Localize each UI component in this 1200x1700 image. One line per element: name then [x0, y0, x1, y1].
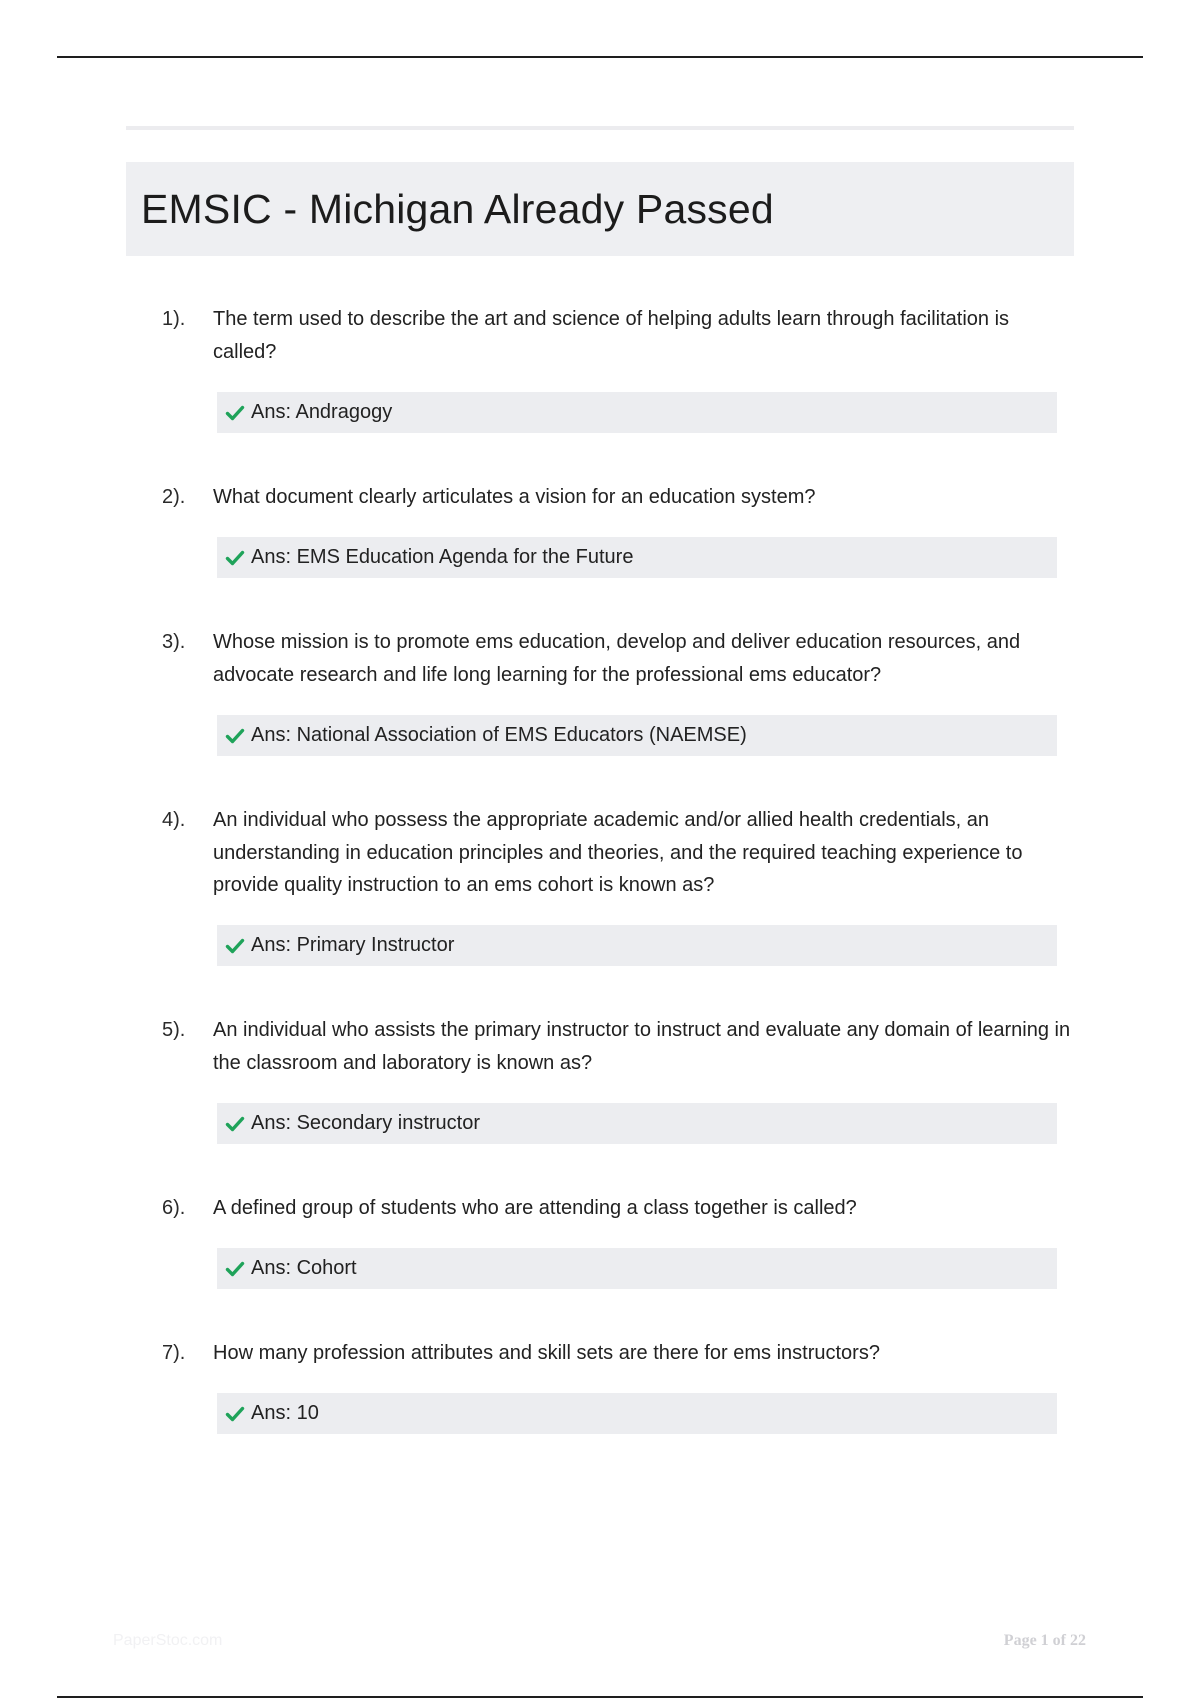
question-text: An individual who possess the appropriate academic and/or allied health credentials, an understanding in education principles and theories, and the required teaching experience to provide quality instruction to an ems cohort is known as? — [213, 809, 1023, 896]
checkmark-icon — [225, 936, 245, 956]
bottom-rule — [57, 1696, 1143, 1698]
checkmark-icon — [225, 1114, 245, 1134]
answer-text: Ans: Cohort — [251, 1257, 357, 1279]
title-banner — [126, 162, 1074, 256]
answer-box — [217, 1248, 1057, 1289]
top-rule — [57, 56, 1143, 58]
checkmark-icon — [225, 726, 245, 746]
answer-text: Ans: Primary Instructor — [251, 934, 455, 956]
question-text: A defined group of students who are attending a class together is called? — [213, 1197, 857, 1219]
answer-box — [217, 715, 1057, 756]
answer-text: Ans: 10 — [251, 1402, 319, 1424]
question-number: 4). — [162, 809, 186, 831]
question-text: An individual who assists the primary instructor to instruct and evaluate any domain of learning in the classroom and laboratory is known as? — [213, 1019, 1071, 1074]
question-text: The term used to describe the art and science of helping adults learn through facilitation is called? — [213, 308, 1010, 363]
checkmark-icon — [225, 403, 245, 423]
answer-text: Ans: National Association of EMS Educators (NAEMSE) — [251, 724, 747, 746]
question-number: 6). — [162, 1197, 186, 1219]
question-number: 2). — [162, 486, 186, 508]
checkmark-icon — [225, 548, 245, 568]
header-divider — [126, 126, 1074, 130]
question-number: 1). — [162, 308, 186, 330]
question-number: 3). — [162, 631, 186, 653]
question-number: 7). — [162, 1342, 186, 1364]
answer-box — [217, 1103, 1057, 1144]
checkmark-icon — [225, 1259, 245, 1279]
answer-text: Ans: Andragogy — [251, 401, 393, 423]
answer-text: Ans: EMS Education Agenda for the Future — [251, 546, 634, 568]
checkmark-icon — [225, 1404, 245, 1424]
question-text: Whose mission is to promote ems education, develop and deliver education resources, and advocate research and life long learning for the professional ems educator? — [213, 631, 1021, 686]
question-text: How many profession attributes and skill sets are there for ems instructors? — [213, 1342, 880, 1364]
answer-box — [217, 392, 1057, 433]
page-title: EMSIC - Michigan Already Passed — [141, 185, 774, 232]
answer-box — [217, 537, 1057, 578]
answer-box — [217, 1393, 1057, 1434]
watermark-text: PaperStoc.com — [113, 1632, 223, 1649]
answer-box — [217, 925, 1057, 966]
answer-text: Ans: Secondary instructor — [251, 1112, 480, 1134]
question-number: 5). — [162, 1019, 186, 1041]
question-text: What document clearly articulates a vision for an education system? — [213, 486, 816, 508]
page-number: Page 1 of 22 — [1003, 1632, 1086, 1649]
